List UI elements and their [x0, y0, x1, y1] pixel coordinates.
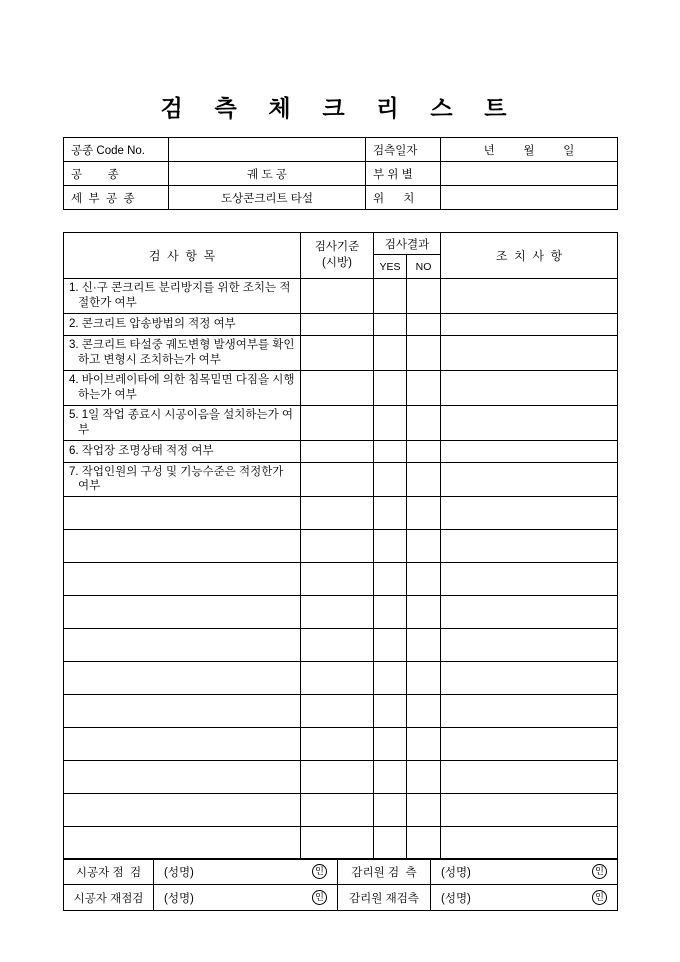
- header-result: 검사결과: [374, 233, 441, 255]
- empty-cell: [301, 629, 374, 662]
- info-row-worktype: [64, 162, 618, 186]
- empty-cell: [441, 695, 618, 728]
- supervisor-check-label: 감리원 검 측: [338, 859, 431, 885]
- criteria-cell: [301, 313, 374, 335]
- checklist-header-row-1: [64, 233, 618, 255]
- seal-icon: 인: [312, 890, 327, 905]
- code-no-label: 공종 Code No.: [64, 138, 169, 162]
- action-cell: [441, 313, 618, 335]
- empty-cell: [64, 728, 301, 761]
- action-cell: [441, 440, 618, 462]
- empty-cell: [407, 596, 441, 629]
- item-cell: [64, 370, 301, 405]
- contractor-recheck-label: 시공자 재점검: [64, 885, 154, 911]
- empty-cell: [374, 761, 407, 794]
- empty-cell: [374, 794, 407, 827]
- empty-cell: [407, 497, 441, 530]
- empty-cell: [64, 662, 301, 695]
- criteria-cell: [301, 335, 374, 370]
- name-label: (성명): [441, 892, 471, 905]
- checklist-row: [64, 335, 618, 370]
- empty-cell: [64, 497, 301, 530]
- empty-cell: [374, 728, 407, 761]
- yes-cell: [374, 462, 407, 497]
- empty-cell: [64, 563, 301, 596]
- action-cell: [441, 462, 618, 497]
- item-cell: [64, 405, 301, 440]
- yes-cell: [374, 405, 407, 440]
- empty-cell: [441, 596, 618, 629]
- no-cell: [407, 440, 441, 462]
- criteria-cell: [301, 440, 374, 462]
- checklist-empty-row: [64, 662, 618, 695]
- seal-icon: 인: [592, 864, 607, 879]
- checklist-row: [64, 279, 618, 314]
- checklist-empty-row: [64, 827, 618, 860]
- no-cell: [407, 279, 441, 314]
- empty-cell: [374, 563, 407, 596]
- contractor-check-name-cell: [154, 859, 338, 885]
- info-row-detail: [64, 186, 618, 210]
- detail-worktype-label: 세 부 공 종: [64, 186, 169, 210]
- criteria-cell: [301, 462, 374, 497]
- checklist-item-text: 2. 콘크리트 압송방법의 적정 여부: [69, 317, 236, 330]
- empty-cell: [374, 827, 407, 860]
- checklist-item-text: 6. 작업장 조명상태 적정 여부: [69, 444, 214, 457]
- checklist-empty-row: [64, 761, 618, 794]
- item-cell: [64, 313, 301, 335]
- yes-cell: [374, 440, 407, 462]
- code-no-value: [169, 138, 366, 162]
- checklist-row: [64, 440, 618, 462]
- signoff-row: [64, 885, 618, 911]
- header-criteria-line2: (시방): [322, 256, 352, 269]
- name-label: (성명): [164, 866, 194, 879]
- empty-cell: [407, 629, 441, 662]
- no-cell: [407, 370, 441, 405]
- empty-cell: [301, 695, 374, 728]
- checklist-item-text: 1. 신·구 콘크리트 분리방지를 위한 조치는 적절한가 여부: [69, 282, 291, 309]
- checklist-row: [64, 370, 618, 405]
- checklist-empty-row: [64, 563, 618, 596]
- yes-cell: [374, 335, 407, 370]
- action-cell: [441, 370, 618, 405]
- empty-cell: [301, 794, 374, 827]
- header-action: 조 치 사 항: [441, 233, 618, 279]
- name-label: (성명): [164, 892, 194, 905]
- empty-cell: [374, 695, 407, 728]
- empty-cell: [64, 530, 301, 563]
- checklist-empty-row: [64, 629, 618, 662]
- no-cell: [407, 335, 441, 370]
- empty-cell: [64, 794, 301, 827]
- name-label: (성명): [441, 866, 471, 879]
- supervisor-check-name-cell: [431, 859, 618, 885]
- empty-cell: [374, 530, 407, 563]
- action-cell: [441, 335, 618, 370]
- empty-cell: [441, 662, 618, 695]
- empty-cell: [407, 530, 441, 563]
- checklist-empty-row: [64, 497, 618, 530]
- header-no: NO: [407, 255, 441, 279]
- signoff-table: [63, 858, 618, 911]
- no-cell: [407, 313, 441, 335]
- empty-cell: [301, 497, 374, 530]
- empty-cell: [64, 827, 301, 860]
- checklist-row: [64, 313, 618, 335]
- empty-cell: [301, 530, 374, 563]
- worktype-label: 공 종: [64, 162, 169, 186]
- checklist-empty-row: [64, 530, 618, 563]
- criteria-cell: [301, 405, 374, 440]
- empty-cell: [407, 827, 441, 860]
- empty-cell: [301, 662, 374, 695]
- detail-worktype-value: 도상콘크리트 타설: [169, 186, 366, 210]
- signoff-row: [64, 859, 618, 885]
- date-month-label: 월: [523, 144, 535, 157]
- empty-cell: [301, 827, 374, 860]
- empty-cell: [441, 728, 618, 761]
- checklist-empty-row: [64, 596, 618, 629]
- header-yes: YES: [374, 255, 407, 279]
- empty-cell: [374, 629, 407, 662]
- contractor-check-label: 시공자 점 검: [64, 859, 154, 885]
- seal-icon: 인: [592, 890, 607, 905]
- inspection-date-label: 검측일자: [366, 138, 441, 162]
- inspection-date-value: [441, 138, 618, 162]
- info-table: [63, 137, 618, 210]
- checklist-empty-row: [64, 695, 618, 728]
- checklist-row: [64, 405, 618, 440]
- checklist-item-text: 5. 1일 작업 종료시 시공이음을 설치하는가 여부: [69, 408, 294, 436]
- empty-cell: [407, 563, 441, 596]
- no-cell: [407, 405, 441, 440]
- checklist-empty-row: [64, 728, 618, 761]
- checklist-table: [63, 232, 618, 860]
- location-value: [441, 186, 618, 210]
- empty-cell: [301, 596, 374, 629]
- empty-cell: [407, 695, 441, 728]
- empty-cell: [374, 596, 407, 629]
- item-cell: [64, 462, 301, 497]
- empty-cell: [301, 761, 374, 794]
- empty-cell: [374, 497, 407, 530]
- empty-cell: [301, 563, 374, 596]
- empty-cell: [407, 794, 441, 827]
- info-row-code: [64, 138, 618, 162]
- page-title: 검 측 체 크 리 스 트: [160, 96, 520, 121]
- empty-cell: [64, 596, 301, 629]
- worktype-value: 궤 도 공: [169, 162, 366, 186]
- section-label: 부 위 별: [366, 162, 441, 186]
- seal-icon: 인: [312, 864, 327, 879]
- empty-cell: [64, 695, 301, 728]
- empty-cell: [374, 662, 407, 695]
- action-cell: [441, 405, 618, 440]
- empty-cell: [441, 530, 618, 563]
- empty-cell: [441, 761, 618, 794]
- empty-cell: [407, 662, 441, 695]
- section-value: [441, 162, 618, 186]
- yes-cell: [374, 370, 407, 405]
- empty-cell: [64, 761, 301, 794]
- header-inspection-item: 검 사 항 목: [64, 233, 301, 279]
- empty-cell: [64, 629, 301, 662]
- supervisor-recheck-label: 감리원 재검측: [338, 885, 431, 911]
- empty-cell: [441, 497, 618, 530]
- empty-cell: [441, 629, 618, 662]
- location-label: 위 치: [366, 186, 441, 210]
- action-cell: [441, 279, 618, 314]
- empty-cell: [441, 827, 618, 860]
- header-criteria-line1: 검사기준: [314, 240, 360, 253]
- yes-cell: [374, 313, 407, 335]
- checklist-item-text: 7. 작업인원의 구성 및 기능수준은 적정한가 여부: [69, 465, 284, 493]
- empty-cell: [301, 728, 374, 761]
- no-cell: [407, 462, 441, 497]
- date-day-label: 일: [563, 144, 575, 157]
- checklist-item-text: 4. 바이브레이타에 의한 침목밑면 다짐을 시행하는가 여부: [69, 373, 295, 401]
- contractor-recheck-name-cell: [154, 885, 338, 911]
- empty-cell: [441, 794, 618, 827]
- criteria-cell: [301, 279, 374, 314]
- yes-cell: [374, 279, 407, 314]
- checklist-row: [64, 462, 618, 497]
- empty-cell: [441, 563, 618, 596]
- supervisor-recheck-name-cell: [431, 885, 618, 911]
- checklist-body: [64, 279, 618, 860]
- date-year-label: 년: [483, 144, 495, 157]
- empty-cell: [407, 728, 441, 761]
- checklist-item-text: 3. 콘크리트 타설중 궤도변형 발생여부를 확인하고 변형시 조치하는가 여부: [69, 338, 295, 366]
- checklist-empty-row: [64, 794, 618, 827]
- item-cell: [64, 335, 301, 370]
- item-cell: [64, 279, 301, 314]
- criteria-cell: [301, 370, 374, 405]
- header-criteria: [301, 233, 374, 279]
- empty-cell: [407, 761, 441, 794]
- item-cell: [64, 440, 301, 462]
